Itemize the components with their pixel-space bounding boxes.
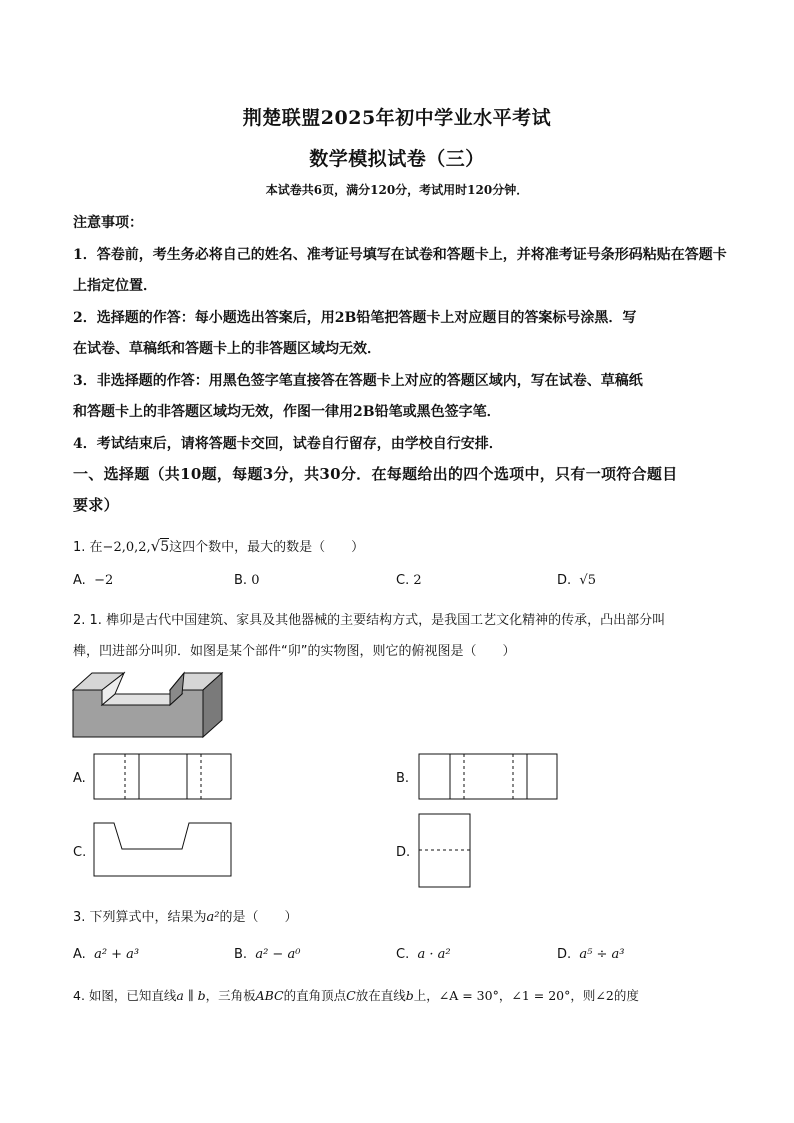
q4-angle-2: ∠2 xyxy=(595,988,614,1003)
question-4: 4. 如图，已知直线a ∥ b，三角板ABC的直角顶点C放在直线b上，∠A = 30°，∠1 = 20°，则∠2的度 xyxy=(73,988,639,1003)
q3-option-d[interactable]: D. a⁵ ÷ a³ xyxy=(557,947,625,962)
q3-option-b[interactable]: B. a² − a⁰ xyxy=(234,947,301,962)
exam-title: 荆楚联盟2025年初中学业水平考试 xyxy=(242,107,552,129)
q4-parallel: a ∥ b xyxy=(176,988,206,1003)
sqrt-sign: √ xyxy=(150,537,161,555)
q4-angle-1: ∠1 = 20° xyxy=(511,988,571,1003)
q1-option-d[interactable]: D. √5 xyxy=(557,573,596,588)
q1-numbers: −2,0,2, xyxy=(102,540,151,555)
q4-triangle: ABC xyxy=(255,988,284,1003)
q1-option-a[interactable]: A. −2 xyxy=(73,573,114,588)
section-heading: 一、选择题（共10题，每题3分，共30分．在每题给出的四个选项中，只有一项符合题目 xyxy=(73,465,678,483)
q2-option-c-label[interactable]: C. xyxy=(73,845,87,860)
notice-line: 和答题卡上的非答题区域均无效，作图一律用2B铅笔或黑色签字笔． xyxy=(73,404,501,420)
q1-option-c[interactable]: C. 2 xyxy=(396,573,422,588)
q2-option-a-figure[interactable] xyxy=(93,753,233,801)
question-2-line1: 2. 1. 榫卯是古代中国建筑、家具及其他器械的主要结构方式，是我国工艺文化精神的传承，凸出部分叫 xyxy=(73,613,666,628)
q3-suffix: 的是（ ） xyxy=(219,910,298,925)
notice-line: 4．考试结束后，请将答题卡交回，试卷自行留存，由学校自行安排． xyxy=(73,436,503,452)
q3-target: a² xyxy=(206,910,220,925)
question-3 xyxy=(73,906,298,925)
q2-option-c-figure[interactable] xyxy=(93,822,235,878)
q1-sqrt-arg: 5 xyxy=(160,539,170,555)
notice-line: 上指定位置． xyxy=(73,278,157,294)
q2-option-d-figure[interactable] xyxy=(418,813,472,889)
q1-option-b[interactable]: B. 0 xyxy=(234,573,260,588)
notice-heading: 注意事项： xyxy=(73,215,143,231)
mortise-figure xyxy=(72,670,224,740)
notice-line: 在试卷、草稿纸和答题卡上的非答题区域均无效． xyxy=(73,341,381,357)
notice-line: 3．非选择题的作答：用黑色签字笔直接答在答题卡上对应的答题区域内，写在试卷、草稿纸 xyxy=(73,373,643,389)
q3-prefix: 3. 下列算式中，结果为 xyxy=(73,910,207,925)
question-2-line2: 榫，凹进部分叫卯．如图是某个部件“卯”的实物图，则它的俯视图是（ ） xyxy=(73,644,516,659)
q1-prefix: 1. 在 xyxy=(73,540,103,555)
question-1 xyxy=(73,536,364,555)
q4-angle-a: ∠A = 30° xyxy=(438,988,499,1003)
q1-suffix: 这四个数中，最大的数是（ ） xyxy=(169,540,365,555)
notice-line: 1．答卷前，考生务必将自己的姓名、准考证号填写在试卷和答题卡上，并将准考证号条形码粘贴在答题卡 xyxy=(73,247,727,263)
q2-option-d-label[interactable]: D. xyxy=(396,845,411,860)
section-heading-cont: 要求） xyxy=(73,496,119,514)
q3-option-a[interactable]: A. a² + a³ xyxy=(73,947,140,962)
q2-option-a-label[interactable]: A. xyxy=(73,771,86,786)
q2-option-b-figure[interactable] xyxy=(418,753,560,801)
q3-option-c[interactable]: C. a · a² xyxy=(396,947,451,962)
exam-subtitle: 数学模拟试卷（三） xyxy=(309,148,485,170)
q2-option-b-label[interactable]: B. xyxy=(396,771,410,786)
notice-line: 2．选择题的作答：每小题选出答案后，用2B铅笔把答题卡上对应题目的答案标号涂黑．写 xyxy=(73,310,637,326)
exam-info: 本试卷共6页，满分120分，考试用时120分钟． xyxy=(265,183,529,197)
